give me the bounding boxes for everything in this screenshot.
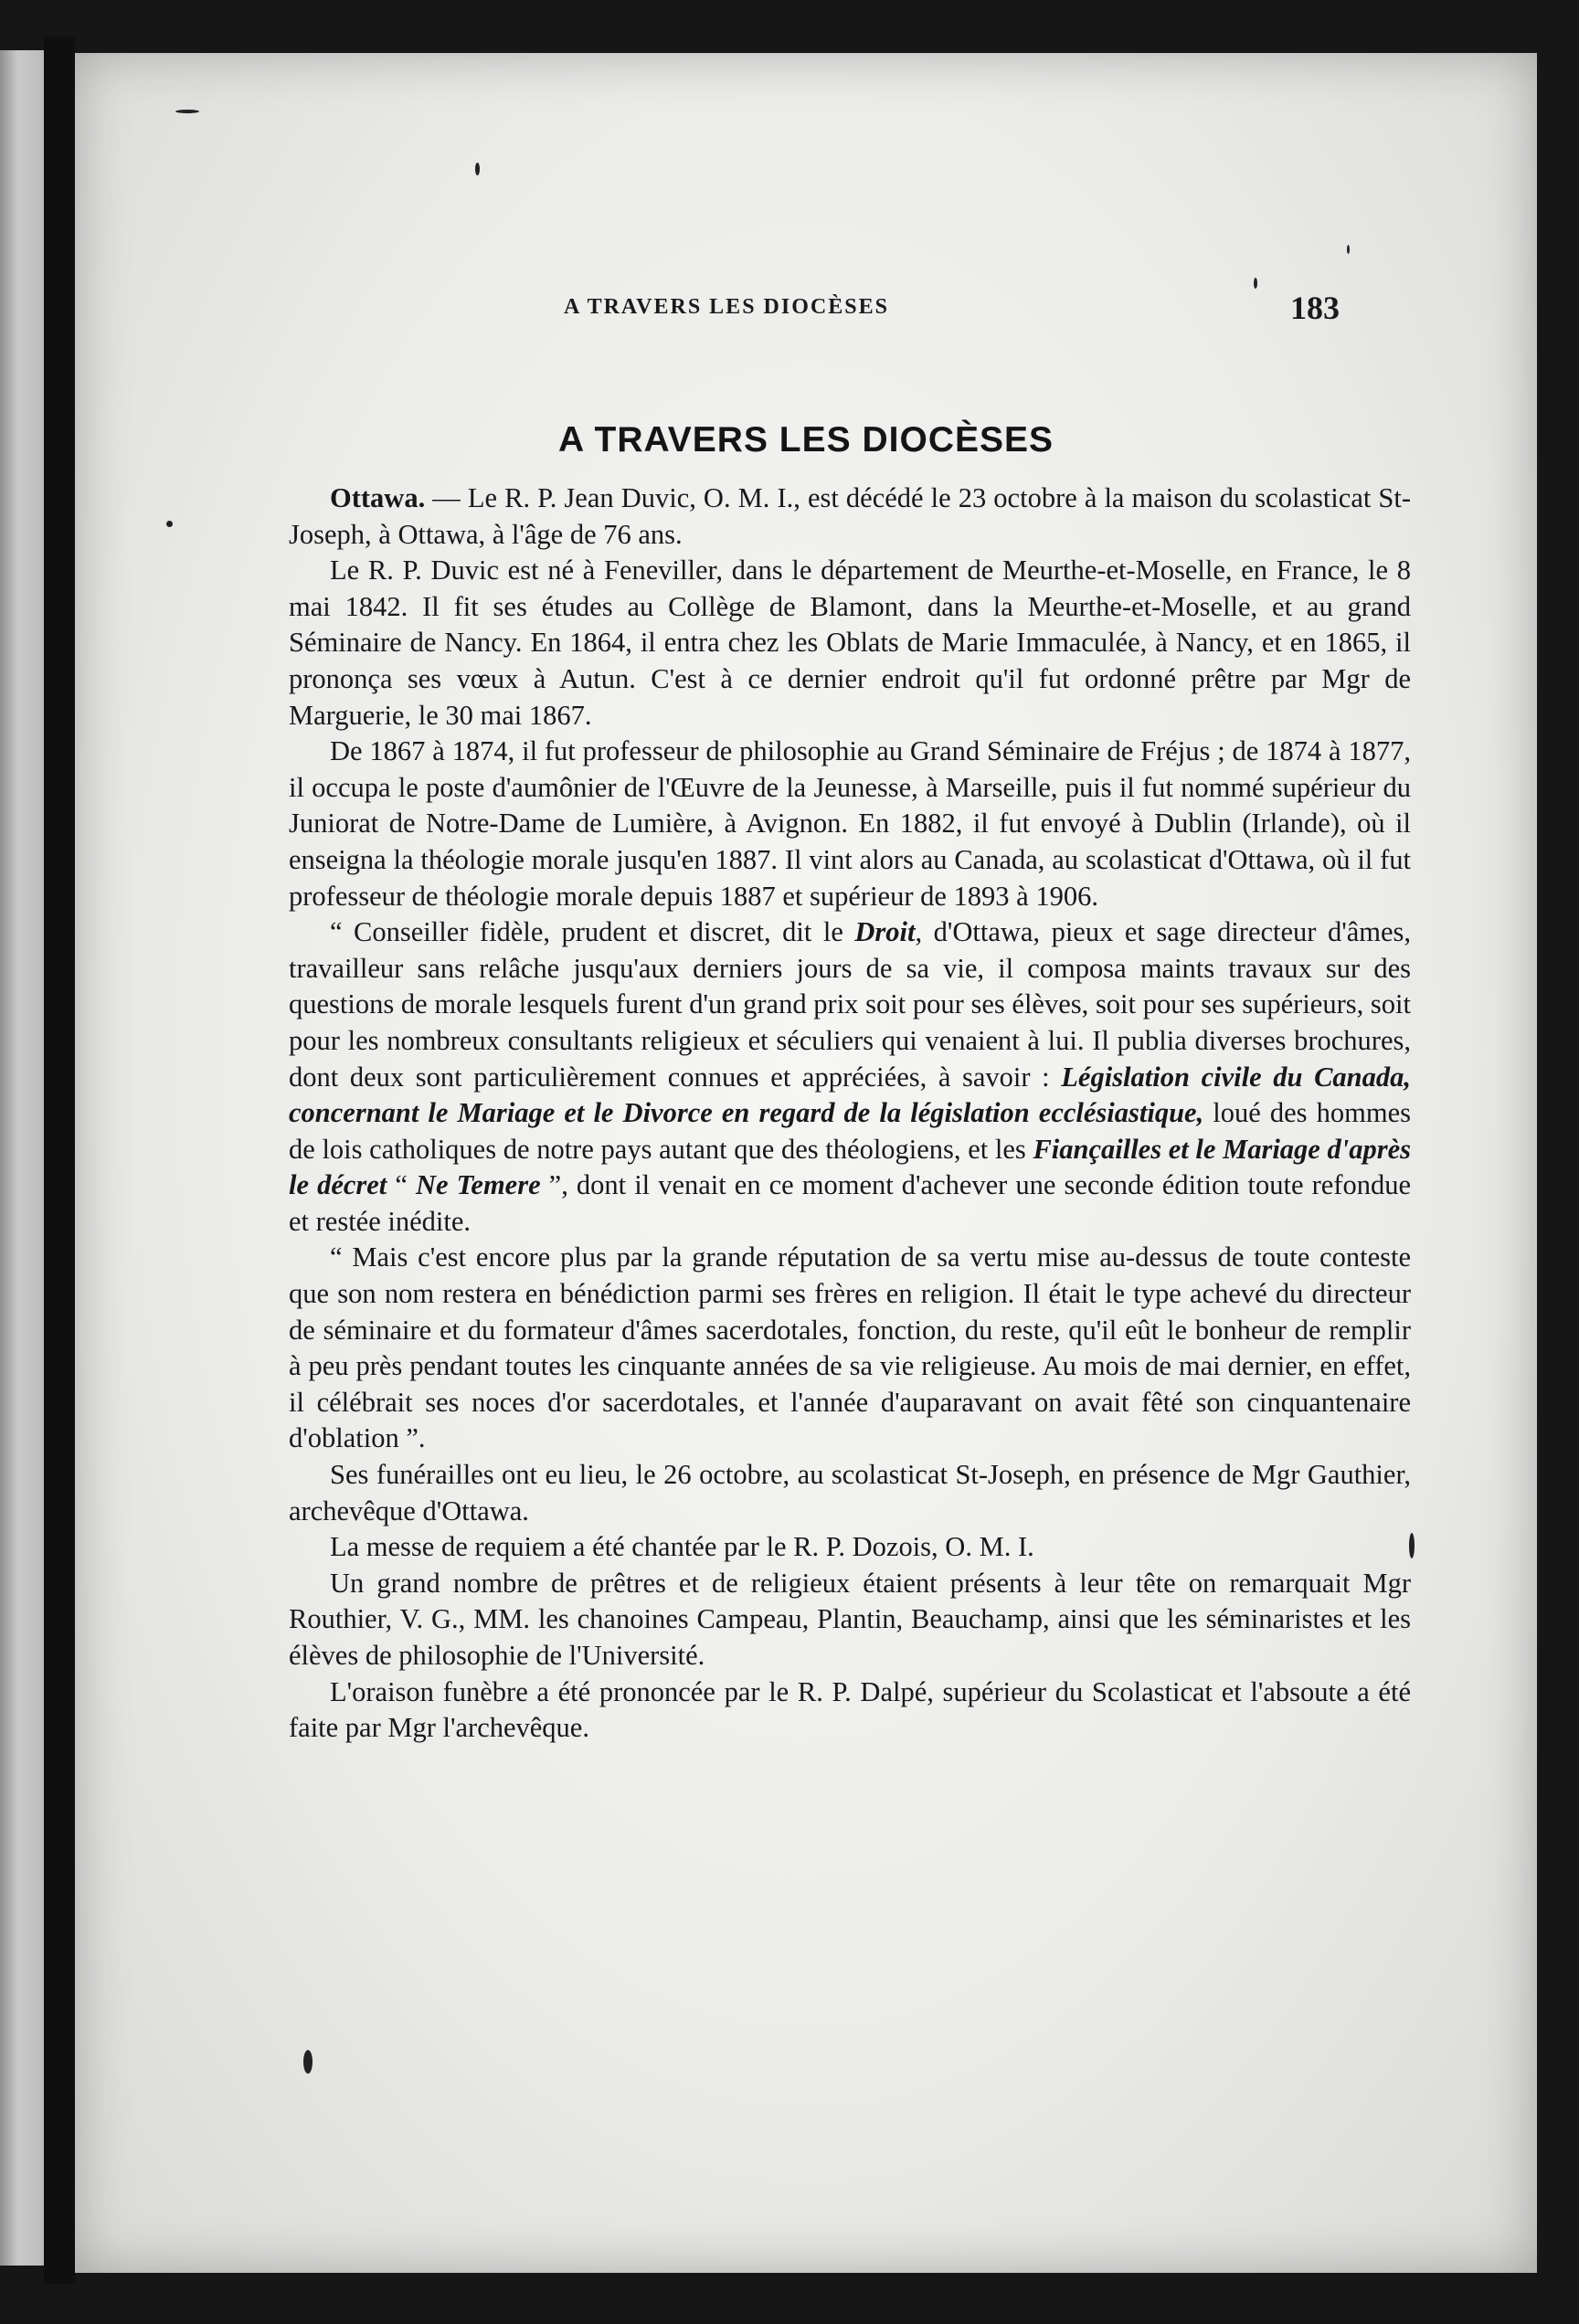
paragraph — [289, 914, 1411, 1240]
article-title: A TRAVERS LES DIOCÈSES — [557, 420, 1054, 460]
paragraph-text: , d'Ottawa, pieux et sage directeur d'âmes, travailleur sans relâche jusqu'aux derniers jours de sa vie, il composa maints travaux sur des questions de morale lesquels furent d'un grand prix soit pour ses élèves, soit pour ses supérieurs, soit pour les nombreux consultants religieux et séculiers qui venaient à lui. Il publia diverses brochures, dont deux sont particulièrement connues et appréciées, à savoir : — [289, 916, 1411, 1093]
page-number: 183 — [1290, 290, 1340, 326]
film-speck — [1347, 245, 1350, 254]
paragraph-text: “ — [387, 1169, 416, 1201]
book-page — [75, 53, 1537, 2273]
film-speck — [475, 163, 480, 175]
paragraph: Un grand nombre de prêtres et de religieux étaient présents à leur tête on remarquait Mgr Routhier, V. G., MM. les chanoines Campeau, Plantin, Beauchamp, ainsi que les séminaristes et les élèves de philosophie de l'Université. — [289, 1567, 1411, 1671]
paragraph-text: ”, dont il venait en ce moment d'achever une seconde édition toute refondue et restée inédite. — [289, 1169, 1411, 1237]
film-speck — [166, 521, 173, 527]
paragraph-text: loué des hommes de lois catholiques de notre pays autant que des théologiens, et les — [289, 1097, 1411, 1165]
running-head: A TRAVERS LES DIOCÈSES — [564, 295, 889, 319]
paragraph: Le R. P. Duvic est né à Feneviller, dans le département de Meurthe-et-Moselle, en France, le 8 mai 1842. Il fit ses études au Collège de Blamont, dans la Meurthe-et-Moselle, et au grand Séminaire de Nancy. En 1864, il entra chez les Oblats de Marie Immaculée, à Nancy, et en 1865, il prononça ses vœux à Autun. C'est à ce dernier endroit qu'il fut ordonné prêtre par Mgr de Marguerie, le 30 mai 1867. — [289, 555, 1411, 731]
paragraph: Ses funérailles ont eu lieu, le 26 octobre, au scolasticat St-Joseph, en présence de Mgr Gauthier, archevêque d'Ottawa. — [289, 1459, 1411, 1526]
decree-title: Ne Temere — [415, 1169, 541, 1201]
newspaper-title: Droit — [854, 916, 916, 948]
paragraph-text: “ Conseiller fidèle, prudent et discret, dit le — [330, 916, 855, 948]
article-body — [289, 481, 1411, 1747]
book-title: Législation civile du Canada, concernant le Mariage et le Divorce en regard de la législation ecclésiastique, — [289, 1061, 1412, 1129]
film-speck — [175, 110, 199, 113]
film-speck — [1254, 278, 1257, 289]
paragraph — [289, 481, 1411, 553]
paragraph: De 1867 à 1874, il fut professeur de philosophie au Grand Séminaire de Fréjus ; de 1874 à 1877, il occupa le poste d'aumônier de l'Œuvre de la Jeunesse, à Marseille, puis il fut nommé supérieur du Juniorat de Notre-Dame de Lumière, à Avignon. En 1882, il fut envoyé à Dublin (Irlande), où il enseigna la théologie morale jusqu'en 1887. Il vint alors au Canada, au scolasticat d'Ottawa, où il fut professeur de théologie morale depuis 1887 et supérieur de 1893 à 1906. — [289, 735, 1411, 912]
paragraph: L'oraison funèbre a été prononcée par le R. P. Dalpé, supérieur du Scolasticat et l'absoute a été faite par Mgr l'archevêque. — [289, 1675, 1411, 1744]
book-title: Fiançailles et le Mariage d'après le décret — [289, 1133, 1412, 1201]
dateline-place: Ottawa. — [330, 482, 426, 513]
paragraph: “ Mais c'est encore plus par la grande réputation de sa vertu mise au-dessus de toute conteste que son nom restera en bénédiction parmi ses frères en religion. Il était le type achevé du directeur de séminaire et du formateur d'âmes sacerdotales, fonction, du reste, qu'il eût le bonheur de remplir à peu près pendant toutes les cinquante années de sa vie religieuse. Au mois de mai dernier, en effet, il célébrait ses noces d'or sacerdotales, et l'année d'auparavant on avait fêté son cinquantenaire d'oblation ”. — [289, 1241, 1411, 1454]
film-speck — [303, 2050, 313, 2074]
adjacent-page-edge — [0, 50, 44, 2266]
paragraph-text: — Le R. P. Jean Duvic, O. M. I., est décédé le 23 octobre à la maison du scolasticat St-Joseph, à Ottawa, à l'âge de 76 ans. — [289, 482, 1411, 550]
gutter-shadow — [44, 37, 75, 2284]
paragraph: La messe de requiem a été chantée par le R. P. Dozois, O. M. I. — [330, 1531, 1034, 1563]
